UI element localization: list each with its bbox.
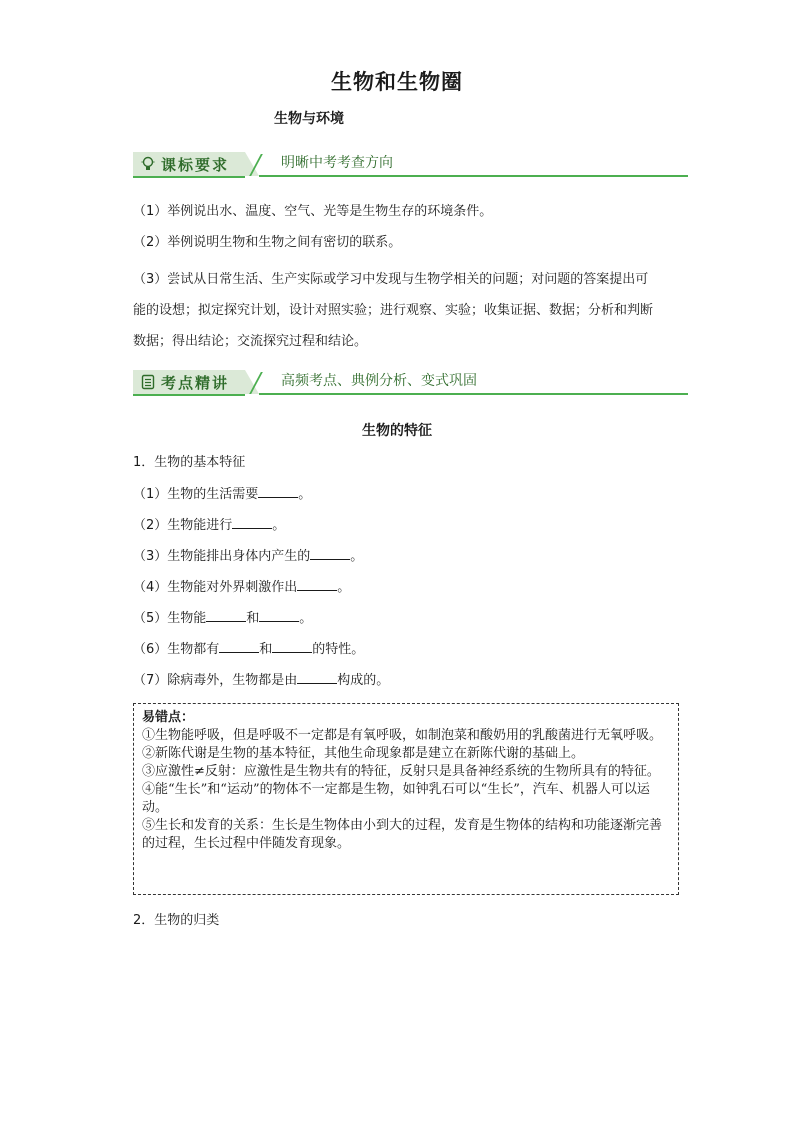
item-heading-1: 1．生物的基本特征 — [133, 455, 246, 470]
banner-label: 课标要求 — [161, 156, 230, 174]
answer-blank[interactable] — [258, 485, 298, 498]
feature-line: （4）生物能对外界刺激作出 。 — [133, 580, 351, 595]
lightbulb-icon — [141, 156, 155, 172]
feature-line: （2）生物能进行 。 — [133, 518, 286, 533]
note-line: ③应激性≠反射：应激性是生物共有的特征，反射只是具备神经系统的生物所具有的特征。 — [142, 764, 660, 779]
page-title: 生物和生物圈 — [331, 70, 463, 94]
notebook-icon — [141, 374, 155, 390]
answer-blank[interactable] — [297, 671, 337, 684]
note-line: ⑤生长和发育的关系：生长是生物体由小到大的过程，发育是生物体的结构和功能逐渐完善的过程，生长过程中伴随发育现象。 — [142, 818, 663, 851]
banner-label: 考点精讲 — [161, 374, 230, 392]
answer-blank[interactable] — [272, 640, 312, 653]
common-mistakes-box — [133, 703, 679, 895]
answer-blank[interactable] — [259, 609, 299, 622]
notes-title: 易错点： — [142, 710, 195, 725]
banner-description: 高频考点、典例分析、变式巩固 — [281, 373, 477, 389]
banner-tag — [133, 370, 245, 396]
answer-blank[interactable] — [219, 640, 259, 653]
curriculum-item-1: （1）举例说出水、温度、空气、光等是生物生存的环境条件。 — [133, 204, 493, 219]
feature-line: （7）除病毒外，生物都是由 构成的。 — [133, 673, 390, 688]
note-line: ④能“生长”和“运动”的物体不一定都是生物，如钟乳石可以“生长”，汽车、机器人可以运动。 — [142, 782, 650, 815]
keypoints-banner — [133, 368, 688, 396]
note-line: ①生物能呼吸，但是呼吸不一定都是有氧呼吸，如制泡菜和酸奶用的乳酸菌进行无氧呼吸。 — [142, 728, 663, 743]
banner-tag — [133, 152, 245, 178]
answer-blank[interactable] — [206, 609, 246, 622]
item-heading-2: 2．生物的归类 — [133, 913, 220, 928]
answer-blank[interactable] — [232, 516, 272, 529]
feature-line: （6）生物都有 和 的特性。 — [133, 642, 365, 657]
banner-description: 明晰中考考查方向 — [281, 155, 393, 171]
note-line: ②新陈代谢是生物的基本特征，其他生命现象都是建立在新陈代谢的基础上。 — [142, 746, 585, 761]
feature-line: （3）生物能排出身体内产生的 。 — [133, 549, 364, 564]
page-subtitle: 生物与环境 — [274, 111, 344, 127]
curriculum-item-3: （3）尝试从日常生活、生产实际或学习中发现与生物学相关的问题；对问题的答案提出可能的设想；拟定探究计划，设计对照实验；进行观察、实验；收集证据、数据；分析和判断数据；得出结论；交流探究过程和结论。 — [133, 272, 654, 349]
feature-line: （5）生物能 和 。 — [133, 611, 313, 626]
answer-blank[interactable] — [297, 578, 337, 591]
answer-blank[interactable] — [310, 547, 350, 560]
curriculum-item-2: （2）举例说明生物和生物之间有密切的联系。 — [133, 235, 402, 250]
feature-line: （1）生物的生活需要 。 — [133, 487, 312, 502]
curriculum-banner — [133, 150, 688, 178]
section-title: 生物的特征 — [362, 423, 432, 439]
